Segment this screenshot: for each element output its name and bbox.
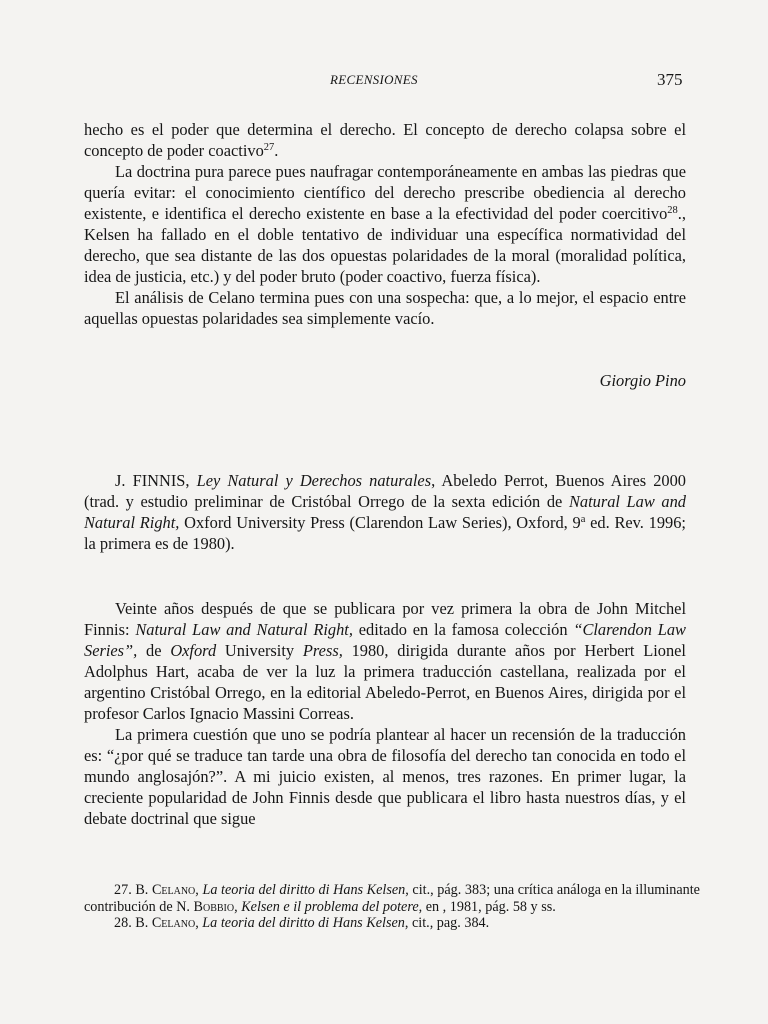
- original-title: Natural Law and Natural Right,: [84, 492, 687, 532]
- paragraph-4: Veinte años después de que se publicara por vez primera la obra de John Mitchel Finnis: Natural Law and Natural Right, editado en la famosa colección “Clarendon Law Series”, de Oxford University Press, 1980, dirigida durante años por Herbert Lionel Adolphus Hart, acaba de ver la luz la primera traducción castellana, realizada por el argentino Cristóbal Orrego, en la editorial Abeledo-Perrot, en Buenos Aires, dirigida por el profesor Carlos Ignacio Massini Correas.: [84, 599, 686, 723]
- running-header-section: RECENSIONES: [330, 72, 418, 87]
- review-continuation: [84, 119, 686, 329]
- paragraph-1: hecho es el poder que determina el derecho. El concepto de derecho colapsa sobre el concepto de poder coactivo$^{27}$.: [84, 120, 686, 160]
- page-number: 375: [657, 70, 683, 89]
- book-title: Ley Natural y Derechos naturales: [196, 471, 432, 490]
- footnote-ref-28: 28: [667, 205, 678, 216]
- review-body: [84, 598, 686, 829]
- footnote-28: 28. B. Celano, La teoria del diritto di Hans Kelsen, cit., pag. 384.: [114, 915, 490, 931]
- book-author: J. FINNIS,: [115, 471, 190, 490]
- reviewer-signature: Giorgio Pino: [599, 371, 686, 390]
- footnote-27: 27. B. Celano, La teoria del diritto di Hans Kelsen, cit., pág. 383; una crítica análoga en la illuminante contribución de N. Bobbio, Kelsen e il problema del potere, en , 1981, pág. 58 y ss.: [84, 882, 700, 915]
- footnote-ref-27: 27: [263, 142, 275, 153]
- paragraph-2: La doctrina pura parece pues naufragar contemporáneamente en ambas las piedras que quería evitar: el conocimiento científico del derecho prescribe obediencia al derecho existente, e identifica el derecho existente en base a la efectividad del poder coercitivo$^{28}$., Kelsen ha fallado en el doble tentativo de individuar una específica normatividad del derecho, que sea distante de las dos opuestas polaridades de la moral (moralidad política, idea de justicia, etc.) y del poder bruto (poder coactivo, fuerza física).: [84, 162, 686, 286]
- book-reference: J. FINNIS, Ley Natural y Derechos naturales, Abeledo Perrot, Buenos Aires 2000 (trad. y estudio preliminar de Cristóbal Orrego de la sexta edición de Natural Law and Natural Right, Oxford University Press (Clarendon Law Series), Oxford, 9$^a$ ed. Rev. 1996; la primera es de 1980).: [84, 471, 687, 553]
- paragraph-5: La primera cuestión que uno se podría plantear al hacer un recensión de la traducción es: “¿por qué se traduce tan tarde una obra de filosofía del derecho tan conocida en todo el mundo anglosajón?”. A mi juicio existen, al menos, tres razones. En primer lugar, la creciente popularidad de John Finnis desde que publicara el libro hasta nuestros días, y el debate doctrinal que sigue: [84, 725, 686, 828]
- footnotes: [84, 882, 700, 932]
- paragraph-3: El análisis de Celano termina pues con una sospecha: que, a lo mejor, el espacio entre aquellas opuestas polaridades sea simplemente vacío.: [84, 288, 686, 328]
